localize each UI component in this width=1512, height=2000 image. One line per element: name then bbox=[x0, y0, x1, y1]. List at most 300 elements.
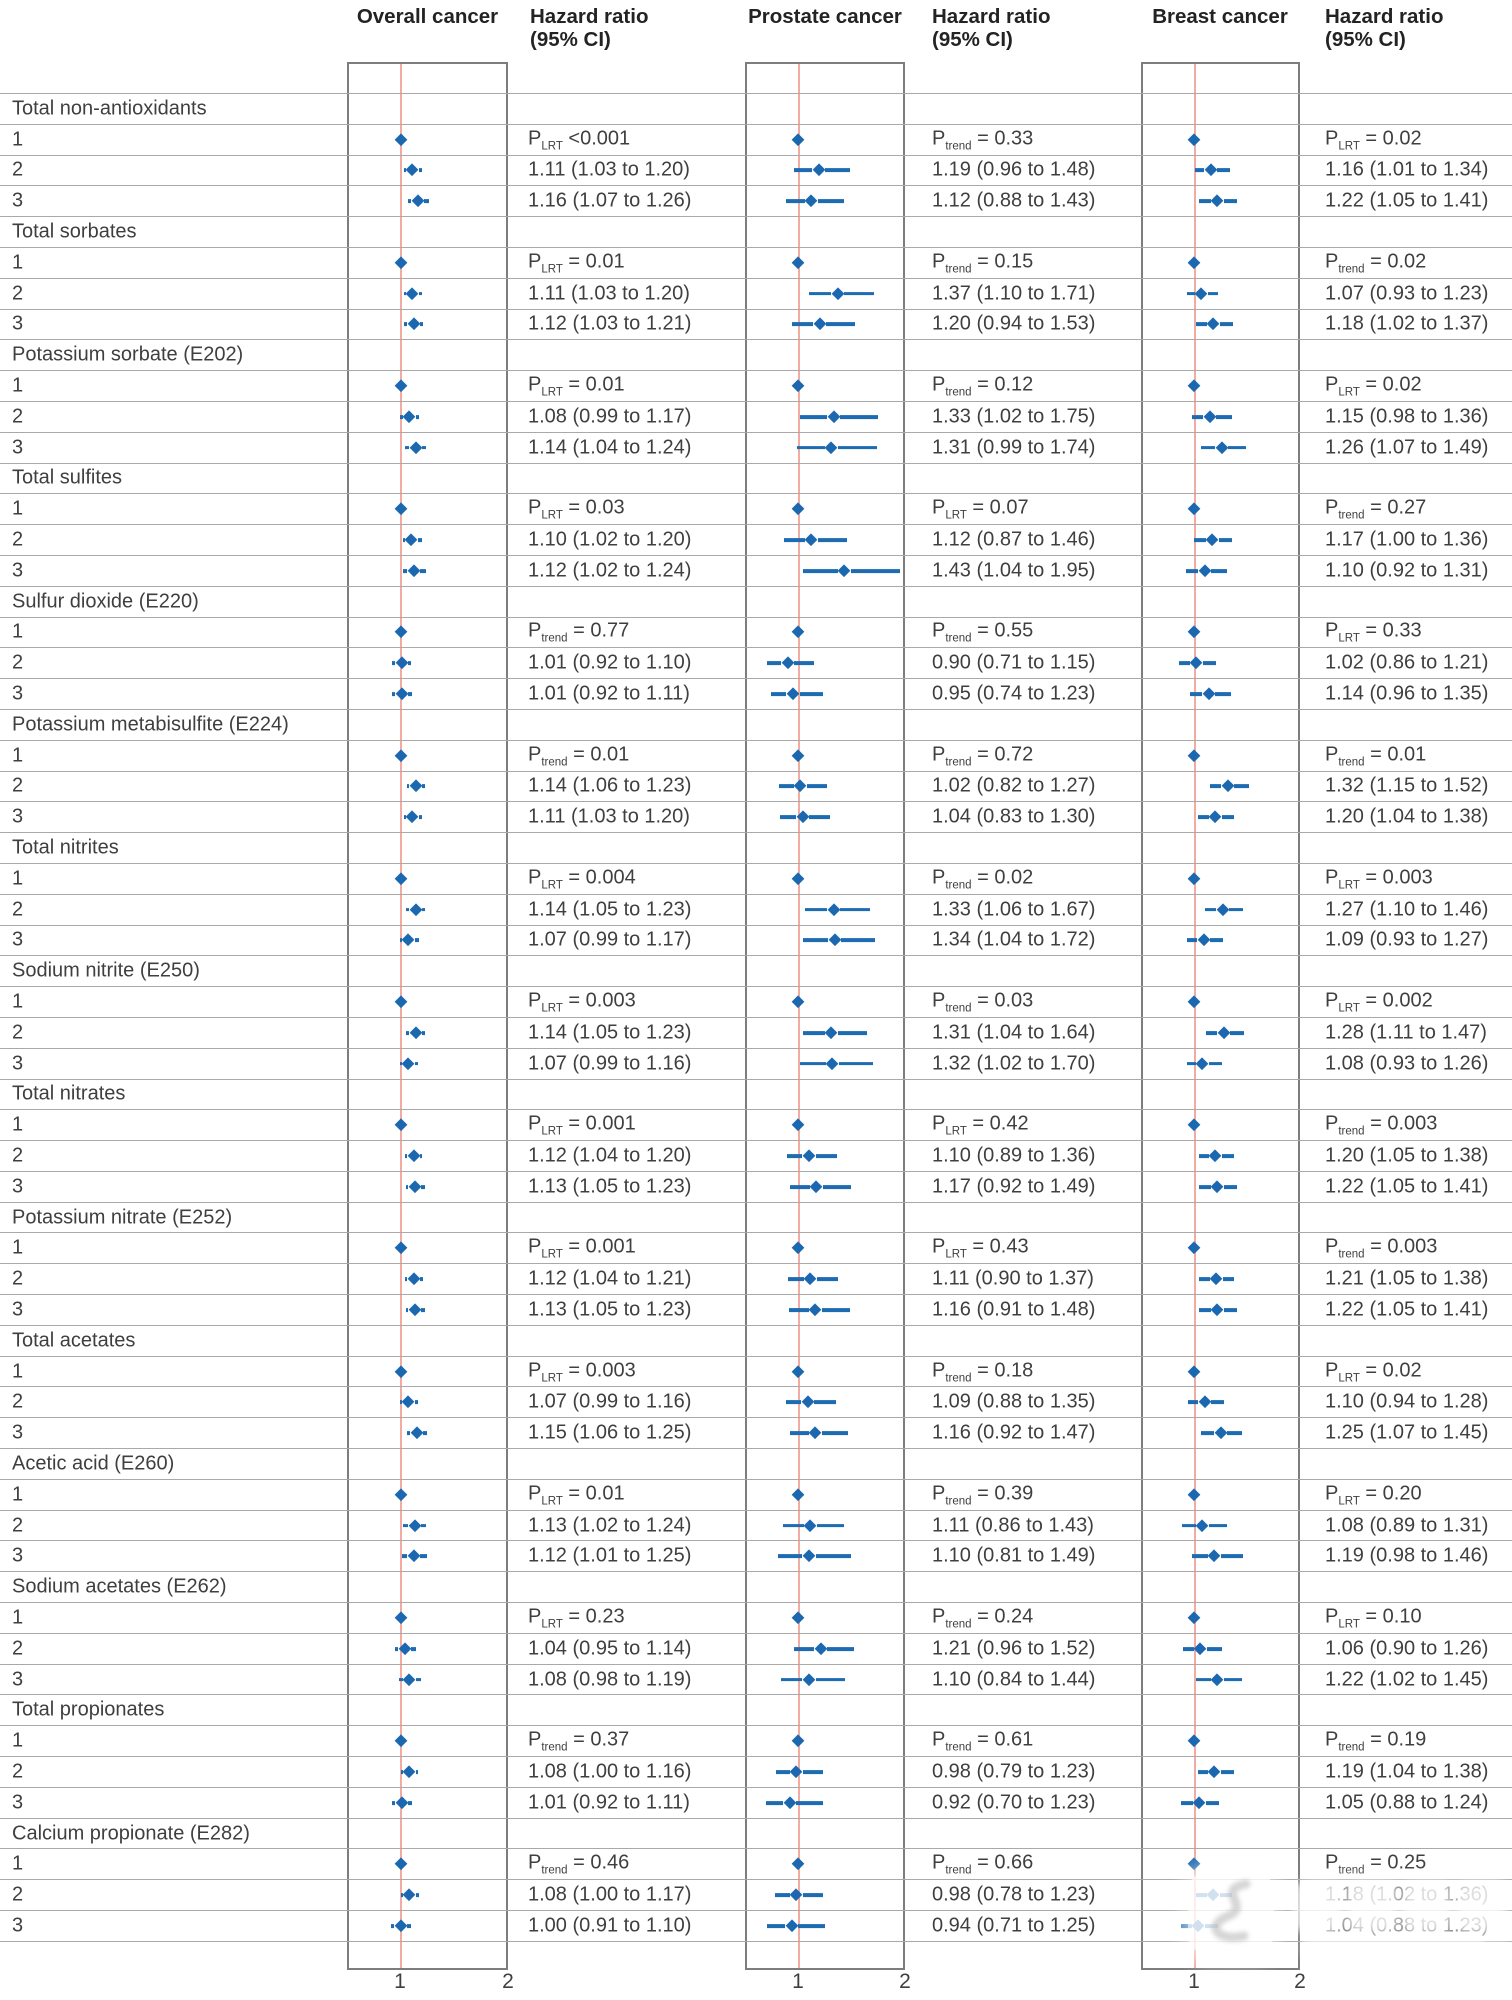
forest-diamond bbox=[803, 1273, 816, 1286]
p-subscript: LRT bbox=[541, 386, 563, 399]
ci-line-right bbox=[1215, 692, 1231, 696]
forest-row bbox=[0, 1232, 1512, 1263]
p-subscript: trend bbox=[945, 1741, 972, 1754]
p-subscript: LRT bbox=[541, 1618, 563, 1631]
ci-line-right bbox=[1222, 1154, 1235, 1158]
ci-line-left bbox=[1190, 692, 1203, 696]
ci-line-left bbox=[1201, 446, 1215, 450]
ci-line-left bbox=[800, 415, 827, 419]
ci-line-right bbox=[1222, 815, 1235, 819]
hr-value: 1.06 (0.90 to 1.26) bbox=[1325, 1637, 1489, 1660]
p-value: $P_{LRT} = 0.33$ bbox=[1325, 619, 1422, 645]
x-axis-tick-breast-1: 1 bbox=[1188, 1970, 1200, 1993]
forest-row bbox=[0, 1510, 1512, 1541]
forest-diamond bbox=[809, 1427, 822, 1440]
forest-diamond bbox=[410, 1427, 423, 1440]
forest-diamond bbox=[394, 995, 407, 1008]
level-label: 3 bbox=[12, 436, 24, 459]
p-value: $P_{LRT} = 0.42$ bbox=[932, 1112, 1029, 1138]
forest-diamond bbox=[792, 872, 805, 885]
forest-row bbox=[0, 1756, 1512, 1787]
hr-value: 1.08 (1.00 to 1.17) bbox=[528, 1883, 692, 1906]
ci-line-right bbox=[416, 1893, 419, 1897]
ci-line-left bbox=[1192, 1554, 1208, 1558]
ci-line-right bbox=[1230, 1031, 1244, 1035]
ci-line-left bbox=[1186, 569, 1199, 573]
hr-value: 1.12 (1.03 to 1.21) bbox=[528, 312, 692, 335]
ci-line-right bbox=[416, 1770, 418, 1774]
forest-diamond bbox=[1209, 811, 1222, 824]
level-label: 3 bbox=[12, 805, 24, 828]
forest-diamond bbox=[792, 256, 805, 269]
forest-diamond bbox=[790, 1765, 803, 1778]
forest-row bbox=[0, 1633, 1512, 1664]
ci-line-right bbox=[823, 1185, 851, 1189]
ci-line-left bbox=[803, 1031, 825, 1035]
forest-row bbox=[0, 1879, 1512, 1910]
forest-diamond bbox=[1211, 1180, 1224, 1193]
level-label: 2 bbox=[12, 282, 24, 305]
forest-diamond bbox=[403, 410, 416, 423]
hr-value: 1.15 (0.98 to 1.36) bbox=[1325, 405, 1489, 428]
hr-value: 1.20 (1.05 to 1.38) bbox=[1325, 1144, 1489, 1167]
level-label: 3 bbox=[12, 1175, 24, 1198]
level-label: 1 bbox=[12, 1729, 24, 1752]
ci-line-right bbox=[1208, 292, 1218, 296]
ci-line-right bbox=[419, 815, 422, 819]
forest-diamond bbox=[1187, 626, 1200, 639]
level-label: 3 bbox=[12, 928, 24, 951]
p-subscript: trend bbox=[1338, 1125, 1365, 1138]
forest-diamond bbox=[785, 1919, 798, 1932]
forest-diamond bbox=[802, 1149, 815, 1162]
p-value: $P_{LRT} = 0.03$ bbox=[528, 496, 625, 522]
ci-line-left bbox=[800, 1062, 826, 1066]
section-name: Potassium sorbate (E202) bbox=[12, 343, 244, 366]
level-label: 3 bbox=[12, 1298, 24, 1321]
forest-diamond bbox=[801, 1396, 814, 1409]
forest-diamond bbox=[825, 441, 838, 454]
p-subscript: trend bbox=[1338, 263, 1365, 276]
ci-line-right bbox=[424, 199, 428, 203]
p-value: $P_{trend} = 0.003$ bbox=[1325, 1235, 1438, 1261]
section-header-row bbox=[0, 1202, 1512, 1233]
p-subscript: trend bbox=[945, 1002, 972, 1015]
hr-value: 1.31 (0.99 to 1.74) bbox=[932, 436, 1096, 459]
x-axis-tick-overall-1: 1 bbox=[394, 1970, 406, 1993]
p-value: $P_{LRT} = 0.20$ bbox=[1325, 1482, 1422, 1508]
p-subscript: LRT bbox=[1338, 1495, 1360, 1508]
forest-diamond bbox=[407, 318, 420, 331]
forest-diamond bbox=[402, 1057, 415, 1070]
forest-diamond bbox=[402, 1396, 415, 1409]
level-label: 1 bbox=[12, 990, 24, 1013]
p-subscript: trend bbox=[945, 1618, 972, 1631]
hr-value: 1.04 bbox=[1325, 1914, 1364, 1937]
ci-line-left bbox=[1196, 323, 1206, 327]
forest-diamond bbox=[1195, 287, 1208, 300]
hr-value: 1.16 (0.91 to 1.48) bbox=[932, 1298, 1096, 1321]
ci-line-left bbox=[1199, 1154, 1208, 1158]
hr-value: 1.28 (1.11 to 1.47) bbox=[1325, 1021, 1487, 1044]
forest-diamond bbox=[394, 1734, 407, 1747]
forest-diamond bbox=[403, 1673, 416, 1686]
forest-diamond bbox=[409, 903, 422, 916]
forest-diamond bbox=[1202, 687, 1215, 700]
forest-row bbox=[0, 155, 1512, 186]
p-value: $P_{LRT} = 0.02$ bbox=[1325, 373, 1422, 399]
section-header-row bbox=[0, 832, 1512, 863]
section-header-row bbox=[0, 709, 1512, 740]
p-subscript: trend bbox=[945, 1495, 972, 1508]
forest-diamond bbox=[1206, 318, 1219, 331]
x-axis-tick-prostate-1: 1 bbox=[792, 1970, 804, 1993]
ci-line-left bbox=[1210, 785, 1222, 789]
level-label: 2 bbox=[12, 405, 24, 428]
section-name: Acetic acid (E260) bbox=[12, 1452, 175, 1475]
ci-line-right bbox=[1220, 323, 1234, 327]
ci-line-left bbox=[1179, 661, 1189, 665]
hr-value: 1.10 (0.94 to 1.28) bbox=[1325, 1390, 1489, 1413]
column-header-hazard-ratio-1 bbox=[530, 5, 648, 51]
forest-row bbox=[0, 678, 1512, 709]
forest-diamond bbox=[394, 749, 407, 762]
ci-line-right bbox=[1228, 446, 1246, 450]
hr-value: 0.90 (0.71 to 1.15) bbox=[932, 651, 1096, 674]
forest-diamond bbox=[814, 1642, 827, 1655]
p-subscript: trend bbox=[541, 756, 568, 769]
ci-line-left bbox=[767, 661, 781, 665]
hr-value: 1.11 (0.86 to 1.43) bbox=[932, 1514, 1094, 1537]
forest-diamond bbox=[394, 133, 407, 146]
x-axis-tick-overall-2: 2 bbox=[502, 1970, 514, 1993]
ci-line-left bbox=[1195, 169, 1204, 173]
ci-line-right bbox=[822, 1431, 849, 1435]
forest-diamond bbox=[394, 1488, 407, 1501]
watermark-blob bbox=[1348, 1882, 1396, 1932]
forest-diamond bbox=[405, 533, 418, 546]
forest-diamond bbox=[1196, 1057, 1209, 1070]
ci-line-left bbox=[781, 1678, 802, 1682]
hr-value: 1.10 (0.81 to 1.49) bbox=[932, 1544, 1096, 1567]
forest-diamond bbox=[838, 564, 851, 577]
ci-line-right bbox=[1207, 1647, 1222, 1651]
ci-line-right bbox=[1224, 1308, 1238, 1312]
section-name: Potassium metabisulfite (E224) bbox=[12, 713, 289, 736]
ci-line-right bbox=[816, 1154, 837, 1158]
ci-line-left bbox=[790, 1431, 809, 1435]
ci-line-right bbox=[840, 908, 870, 912]
watermark-text-blobs bbox=[1293, 1882, 1505, 1932]
ci-line-right bbox=[407, 1924, 411, 1928]
table-body bbox=[0, 93, 1512, 1970]
level-label: 1 bbox=[12, 1606, 24, 1629]
forest-diamond bbox=[792, 133, 805, 146]
section-name: Sodium acetates (E262) bbox=[12, 1575, 227, 1598]
hr-value: 1.02 (0.86 to 1.21) bbox=[1325, 651, 1489, 674]
forest-diamond bbox=[1198, 564, 1211, 577]
forest-diamond bbox=[1194, 1642, 1207, 1655]
forest-row bbox=[0, 925, 1512, 956]
p-value: $P_{trend} = 0.33$ bbox=[932, 127, 1034, 153]
forest-diamond bbox=[1187, 1119, 1200, 1132]
forest-diamond bbox=[827, 410, 840, 423]
hr-value: 1.19 (1.04 to 1.38) bbox=[1325, 1760, 1489, 1783]
p-value: $P_{trend} = 0.15$ bbox=[932, 250, 1034, 276]
section-header-row bbox=[0, 586, 1512, 617]
forest-diamond bbox=[1204, 164, 1217, 177]
ci-line-left bbox=[1196, 1678, 1211, 1682]
ci-line-left bbox=[1192, 415, 1204, 419]
forest-row bbox=[0, 185, 1512, 216]
p-subscript: LRT bbox=[541, 509, 563, 522]
forest-diamond bbox=[827, 903, 840, 916]
ci-line-right bbox=[420, 1554, 427, 1558]
hr-value: 1.08 (0.98 to 1.19) bbox=[528, 1668, 692, 1691]
forest-row bbox=[0, 370, 1512, 401]
forest-diamond bbox=[1193, 1796, 1206, 1809]
forest-row bbox=[0, 863, 1512, 894]
ci-line-right bbox=[817, 1524, 845, 1528]
forest-diamond bbox=[792, 749, 805, 762]
section-header-row bbox=[0, 1818, 1512, 1849]
level-label: 1 bbox=[12, 251, 24, 274]
level-label: 3 bbox=[12, 1914, 24, 1937]
forest-row bbox=[0, 647, 1512, 678]
forest-row bbox=[0, 1356, 1512, 1387]
ci-line-right bbox=[794, 661, 814, 665]
ci-line-right bbox=[818, 538, 848, 542]
ci-line-right bbox=[1224, 1678, 1242, 1682]
forest-row bbox=[0, 1540, 1512, 1571]
section-name: Potassium nitrate (E252) bbox=[12, 1206, 233, 1229]
section-header-row bbox=[0, 1325, 1512, 1356]
hr-value: 1.19 (0.98 to 1.46) bbox=[1325, 1544, 1489, 1567]
level-label: 3 bbox=[12, 682, 24, 705]
ci-line-right bbox=[420, 1277, 423, 1281]
p-subscript: LRT bbox=[541, 1002, 563, 1015]
ci-line-left bbox=[767, 1924, 785, 1928]
p-value: $P_{LRT} = 0.02$ bbox=[1325, 1359, 1422, 1385]
forest-row bbox=[0, 1171, 1512, 1202]
p-value: $P_{trend} = 0.27$ bbox=[1325, 496, 1427, 522]
column-header-hazard-ratio-2 bbox=[932, 5, 1050, 51]
section-header-row bbox=[0, 339, 1512, 370]
p-subscript: LRT bbox=[541, 140, 563, 153]
forest-diamond bbox=[1215, 441, 1228, 454]
forest-diamond bbox=[408, 1303, 421, 1316]
ci-line-left bbox=[794, 1647, 814, 1651]
ci-line-right bbox=[827, 1647, 854, 1651]
forest-diamond bbox=[1211, 1303, 1224, 1316]
hr-value: 1.27 (1.10 to 1.46) bbox=[1325, 898, 1489, 921]
ci-line-right bbox=[1209, 1524, 1227, 1528]
ci-line-right bbox=[1209, 1062, 1222, 1066]
forest-diamond bbox=[1216, 903, 1229, 916]
ci-line-right bbox=[421, 1308, 425, 1312]
forest-diamond bbox=[792, 1611, 805, 1624]
level-label: 1 bbox=[12, 1483, 24, 1506]
forest-row bbox=[0, 247, 1512, 278]
ci-line-right bbox=[415, 1400, 418, 1404]
ci-line-left bbox=[1181, 1801, 1193, 1805]
p-subscript: LRT bbox=[945, 1248, 967, 1261]
p-subscript: trend bbox=[1338, 509, 1365, 522]
hr-value: 1.04 (0.83 to 1.30) bbox=[932, 805, 1096, 828]
forest-diamond bbox=[792, 503, 805, 516]
forest-diamond bbox=[812, 164, 825, 177]
ci-line-left bbox=[1199, 1185, 1211, 1189]
ci-line-right bbox=[416, 415, 419, 419]
p-value: $P_{LRT} = 0.07$ bbox=[932, 496, 1029, 522]
forest-diamond bbox=[1203, 410, 1216, 423]
ci-line-right bbox=[826, 323, 855, 327]
forest-diamond bbox=[1189, 657, 1202, 670]
section-name: Total non-antioxidants bbox=[12, 97, 207, 120]
ci-line-right bbox=[1211, 1400, 1224, 1404]
forest-row bbox=[0, 1479, 1512, 1510]
section-header-row bbox=[0, 1079, 1512, 1110]
ci-line-left bbox=[805, 908, 827, 912]
ci-line-left bbox=[780, 815, 796, 819]
column-header-overall-cancer: Overall cancer bbox=[356, 5, 499, 28]
hr-value: 0.94 (0.71 to 1.25) bbox=[932, 1914, 1096, 1937]
forest-diamond bbox=[781, 657, 794, 670]
ci-line-right bbox=[420, 569, 426, 573]
forest-diamond bbox=[1207, 1765, 1220, 1778]
forest-row bbox=[0, 432, 1512, 463]
hr-value: 1.07 (0.99 to 1.17) bbox=[528, 928, 692, 951]
p-value: $P_{trend} = 0.003$ bbox=[1325, 1112, 1438, 1138]
level-label: 2 bbox=[12, 651, 24, 674]
ci-line-left bbox=[803, 939, 829, 943]
hr-value: 1.22 (1.02 to 1.45) bbox=[1325, 1668, 1489, 1691]
forest-diamond bbox=[406, 164, 419, 177]
p-subscript: trend bbox=[541, 1741, 568, 1754]
p-value: $P_{LRT} = 0.01$ bbox=[528, 1482, 625, 1508]
forest-row bbox=[0, 524, 1512, 555]
p-value: $P_{LRT} = 0.001$ bbox=[528, 1235, 636, 1261]
p-value: $P_{trend} = 0.18$ bbox=[932, 1359, 1034, 1385]
ci-line-right bbox=[415, 1062, 418, 1066]
forest-diamond bbox=[809, 1303, 822, 1316]
ci-line-right bbox=[803, 1770, 823, 1774]
p-value: $P_{LRT} = 0.01$ bbox=[528, 373, 625, 399]
hr-value: 1.33 (1.02 to 1.75) bbox=[932, 405, 1096, 428]
p-subscript: LRT bbox=[1338, 1618, 1360, 1631]
hr-value: 1.07 (0.99 to 1.16) bbox=[528, 1390, 692, 1413]
hr-value: 1.33 (1.06 to 1.67) bbox=[932, 898, 1096, 921]
p-value: $P_{LRT} = 0.001$ bbox=[528, 1112, 636, 1138]
level-label: 2 bbox=[12, 1637, 24, 1660]
forest-row bbox=[0, 1386, 1512, 1417]
level-label: 1 bbox=[12, 1236, 24, 1259]
hr-value: 1.09 (0.88 to 1.35) bbox=[932, 1390, 1096, 1413]
section-header-row bbox=[0, 463, 1512, 494]
hr-value: 1.17 (0.92 to 1.49) bbox=[932, 1175, 1096, 1198]
hr-value: 1.14 (1.04 to 1.24) bbox=[528, 436, 692, 459]
forest-row bbox=[0, 771, 1512, 802]
ci-line-right bbox=[796, 1801, 823, 1805]
forest-diamond bbox=[408, 1519, 421, 1532]
ci-line-right bbox=[809, 815, 830, 819]
forest-row bbox=[0, 801, 1512, 832]
column-header-hazard-ratio-3 bbox=[1325, 5, 1443, 51]
forest-diamond bbox=[804, 533, 817, 546]
ci-line-right bbox=[838, 1031, 867, 1035]
hazard-ratio-line1: Hazard ratio bbox=[530, 5, 649, 28]
ci-line-right bbox=[1216, 415, 1232, 419]
forest-diamond bbox=[408, 1180, 421, 1193]
watermark-logo bbox=[1188, 1870, 1274, 1956]
forest-diamond bbox=[395, 687, 408, 700]
forest-row bbox=[0, 493, 1512, 524]
ci-line-right bbox=[418, 538, 422, 542]
forest-diamond bbox=[792, 1858, 805, 1871]
forest-row bbox=[0, 124, 1512, 155]
section-name: Sodium nitrite (E250) bbox=[12, 959, 200, 982]
ci-line-right bbox=[1210, 939, 1223, 943]
p-subscript: LRT bbox=[1338, 386, 1360, 399]
watermark-blob bbox=[1457, 1882, 1505, 1932]
column-header-prostate-cancer: Prostate cancer bbox=[748, 5, 902, 28]
hr-value: 1.12 (0.87 to 1.46) bbox=[932, 528, 1096, 551]
hr-value: 1.31 (1.04 to 1.64) bbox=[932, 1021, 1096, 1044]
ci-line-left bbox=[771, 692, 787, 696]
section-name: Total sorbates bbox=[12, 220, 137, 243]
forest-diamond bbox=[394, 1119, 407, 1132]
p-value: $P_{trend} = 0.24$ bbox=[932, 1605, 1034, 1631]
forest-diamond bbox=[1187, 1734, 1200, 1747]
forest-diamond bbox=[403, 1765, 416, 1778]
watermark-subtext-bar bbox=[1302, 1940, 1484, 1957]
forest-row bbox=[0, 1109, 1512, 1140]
hr-value: 1.16 (0.92 to 1.47) bbox=[932, 1421, 1096, 1444]
p-value: $P_{trend} = 0.46$ bbox=[528, 1851, 630, 1877]
hr-value: 1.11 (1.03 to 1.20) bbox=[528, 158, 690, 181]
hr-value: 1.14 (1.05 to 1.23) bbox=[528, 898, 692, 921]
hr-value: 1.32 (1.02 to 1.70) bbox=[932, 1052, 1096, 1075]
hr-value: 1.08 (0.93 to 1.26) bbox=[1325, 1052, 1489, 1075]
forest-diamond bbox=[1197, 934, 1210, 947]
p-subscript: trend bbox=[945, 263, 972, 276]
ci-line-right bbox=[1229, 908, 1243, 912]
forest-diamond bbox=[792, 379, 805, 392]
hr-value: 1.10 (0.89 to 1.36) bbox=[932, 1144, 1096, 1167]
ci-line-left bbox=[775, 1893, 790, 1897]
hr-value: 1.22 (1.05 to 1.41) bbox=[1325, 1298, 1489, 1321]
ci-line-right bbox=[798, 1924, 825, 1928]
p-subscript: trend bbox=[1338, 1864, 1365, 1877]
forest-diamond bbox=[394, 379, 407, 392]
hr-value: 1.10 (0.84 to 1.44) bbox=[932, 1668, 1096, 1691]
p-value: $P_{trend} = 0.37$ bbox=[528, 1728, 630, 1754]
hazard-ratio-line1: Hazard ratio bbox=[1325, 5, 1444, 28]
level-label: 2 bbox=[12, 774, 24, 797]
forest-row bbox=[0, 1848, 1512, 1879]
forest-row bbox=[0, 1910, 1512, 1941]
hr-value: 1.32 (1.15 to 1.52) bbox=[1325, 774, 1489, 797]
ci-line-right bbox=[1217, 169, 1230, 173]
ci-line-right bbox=[825, 169, 849, 173]
forest-row bbox=[0, 1725, 1512, 1756]
section-header-row bbox=[0, 1571, 1512, 1602]
ci-line-right bbox=[1219, 538, 1233, 542]
p-value: $P_{LRT} = 0.003$ bbox=[528, 989, 636, 1015]
forest-diamond bbox=[786, 687, 799, 700]
p-value: $P_{trend} = 0.02$ bbox=[1325, 250, 1427, 276]
level-label: 2 bbox=[12, 1021, 24, 1044]
